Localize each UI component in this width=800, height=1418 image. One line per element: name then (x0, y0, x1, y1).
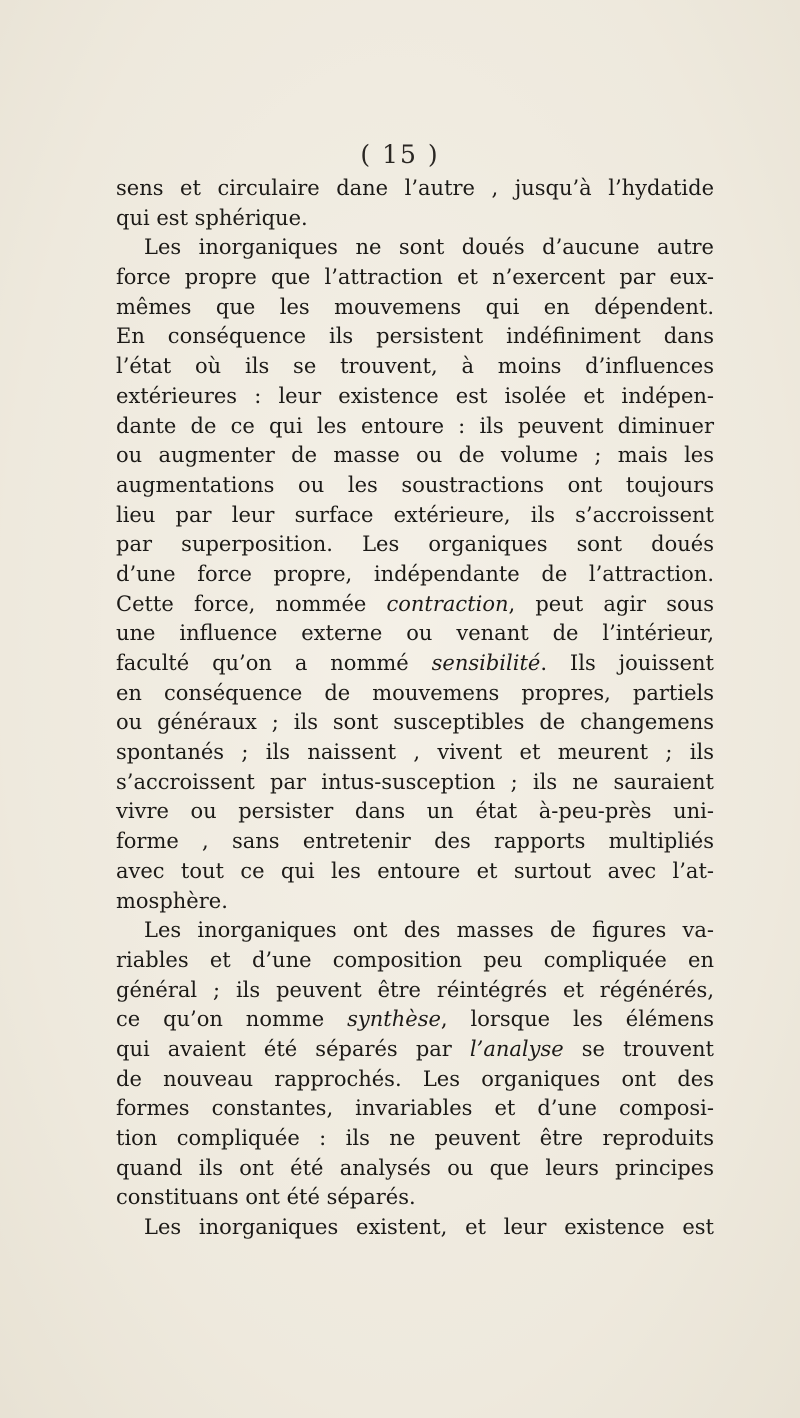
text-line: d’une force propre, indépendante de l’attraction. (116, 561, 714, 586)
text-line: vivre ou persister dans un état à-peu-près uni- (116, 799, 714, 824)
text-line: quand ils ont été analysés ou que leurs principes (116, 1155, 714, 1180)
text-line: Les inorganiques ne sont doués d’aucune autre (144, 235, 714, 260)
text-line: extérieures : leur existence est isolée et indépen- (116, 383, 714, 408)
text-line: général ; ils peuvent être réintégrés et régénérés, (116, 977, 714, 1002)
text-line: en conséquence de mouvemens propres, partiels (116, 680, 714, 705)
text-line: Les inorganiques ont des masses de figures va- (144, 918, 714, 943)
text-line: sens et circulaire dane l’autre , jusqu’à l’hydatide (116, 176, 714, 200)
text-line: une influence externe ou venant de l’intérieur, (116, 621, 714, 646)
text-line: faculté qu’on a nommé sensibilité. Ils jouissent (116, 651, 714, 675)
text-line: s’accroissent par intus-susception ; ils ne sauraient (116, 769, 714, 794)
text-line: formes constantes, invariables et d’une composi- (116, 1096, 714, 1121)
text-line: mêmes que les mouvemens qui en dépendent. (116, 294, 714, 319)
text-line: avec tout ce qui les entoure et surtout avec l’at- (116, 858, 714, 883)
text-line: qui avaient été séparés par l’analyse se trouvent (116, 1036, 714, 1061)
text-line: augmentations ou les soustractions ont toujours (116, 472, 714, 497)
body-text (116, 174, 714, 1243)
text-line: par superposition. Les organiques sont doués (116, 532, 714, 557)
text-line: mosphère. (116, 888, 228, 913)
text-line: spontanés ; ils naissent , vivent et meurent ; ils (116, 740, 714, 765)
text-line: En conséquence ils persistent indéfiniment dans (116, 324, 714, 349)
text-line: l’état où ils se trouvent, à moins d’influences (116, 354, 714, 379)
text-line: lieu par leur surface extérieure, ils s’accroissent (116, 502, 714, 527)
text-line: Les inorganiques existent, et leur existence est (144, 1215, 714, 1240)
text-line: tion compliquée : ils ne peuvent être reproduits (116, 1126, 714, 1150)
text-line: force propre que l’attraction et n’exercent par eux- (116, 265, 714, 290)
text-line: ou généraux ; ils sont susceptibles de changemens (116, 710, 714, 735)
text-line: dante de ce qui les entoure : ils peuvent diminuer (116, 413, 714, 438)
text-line: Cette force, nommée contraction, peut agir sous (116, 591, 714, 616)
text-line: de nouveau rapprochés. Les organiques ont des (116, 1066, 714, 1091)
text-line: constituans ont été séparés. (116, 1185, 416, 1210)
text-line: riables et d’une composition peu compliquée en (116, 947, 714, 972)
text-line: forme , sans entretenir des rapports multipliés (116, 829, 714, 854)
text-line: ou augmenter de masse ou de volume ; mais les (116, 443, 714, 468)
page-number: ( 15 ) (360, 140, 440, 169)
text-line: qui est sphérique. (116, 205, 308, 230)
text-line: ce qu’on nomme synthèse, lorsque les élémens (116, 1007, 714, 1032)
